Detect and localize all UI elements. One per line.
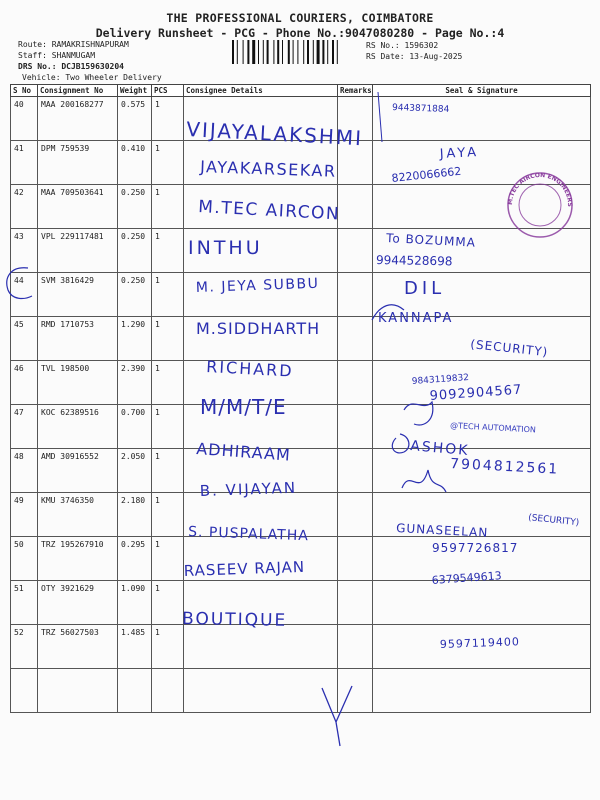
cell-pcs: 1: [152, 405, 184, 449]
cell-cons: TRZ 195267910: [38, 537, 118, 581]
hw-sign-40: 9443871884: [391, 103, 450, 115]
cell-remarks: [338, 317, 373, 361]
hw-sign-41: JAYA: [439, 144, 480, 162]
rs-date: RS Date: 13-Aug-2025: [366, 52, 463, 61]
cell-signature: [373, 185, 591, 229]
cell-consignee: [184, 273, 338, 317]
cell-pcs: 1: [152, 361, 184, 405]
cell-signature: [373, 537, 591, 581]
cell-signature: [373, 361, 591, 405]
cell-cons: RMD 1710753: [38, 317, 118, 361]
hw-consignee-47: M/M/T/E: [200, 395, 287, 419]
cell-pcs: 1: [152, 229, 184, 273]
cell-sno: 49: [11, 493, 38, 537]
hw-security-50: (SECURITY): [527, 513, 580, 529]
table-row: [11, 317, 591, 361]
cell-weight: 1.290: [118, 317, 152, 361]
hw-sign-45: KANNAPA: [378, 311, 454, 326]
cell-sno: 52: [11, 625, 38, 669]
cell-cons: TRZ 56027503: [38, 625, 118, 669]
staff-label: Staff: SHANMUGAM: [18, 51, 96, 60]
hw-sign-46: 9843119832: [411, 373, 470, 387]
cell-signature: [373, 625, 591, 669]
column-header: PCS: [152, 85, 184, 97]
runsheet-subtitle: Delivery Runsheet - PCG - Phone No.:9047080280 - Page No.:4: [95, 26, 505, 40]
cell-signature: [373, 317, 591, 361]
empty-cell: [184, 669, 338, 713]
hw-sign-51: 6379549613: [431, 569, 503, 587]
route-label: Route: RAMAKRISHNAPURAM: [18, 40, 129, 49]
cell-remarks: [338, 537, 373, 581]
cell-pcs: 1: [152, 273, 184, 317]
hw-consignee-44: M. JEYA SUBBU: [195, 275, 320, 296]
column-header: Consignment No: [38, 85, 118, 97]
drs-number: DRS No.: DCJB159630204: [18, 62, 124, 71]
runsheet-table: [10, 84, 591, 713]
cell-consignee: [184, 185, 338, 229]
table-row: [11, 537, 591, 581]
cell-remarks: [338, 361, 373, 405]
cell-pcs: 1: [152, 625, 184, 669]
table-row: [11, 97, 591, 141]
hw-consignee-46: RICHARD: [205, 357, 295, 381]
hw-phone-41: 8220066662: [390, 164, 462, 185]
cell-consignee: [184, 405, 338, 449]
table-row: [11, 185, 591, 229]
cell-remarks: [338, 185, 373, 229]
empty-cell: [38, 669, 118, 713]
cell-cons: TVL 198500: [38, 361, 118, 405]
cell-sno: 50: [11, 537, 38, 581]
cell-weight: 2.050: [118, 449, 152, 493]
cell-remarks: [338, 273, 373, 317]
table-header-row: [11, 85, 591, 97]
hw-phone-48: 7904812561: [449, 456, 560, 478]
hw-consignee-43: INTHU: [188, 237, 263, 259]
barcode: [232, 40, 360, 64]
cell-sno: 43: [11, 229, 38, 273]
empty-cell: [118, 669, 152, 713]
hw-consignee-45: M.SIDDHARTH: [196, 319, 321, 338]
cell-remarks: [338, 141, 373, 185]
cell-signature: [373, 581, 591, 625]
stamp-text: M.TEC AIRCON ENGINEERS: [506, 171, 574, 207]
cell-sno: 48: [11, 449, 38, 493]
cell-sno: 40: [11, 97, 38, 141]
cell-consignee: [184, 317, 338, 361]
cell-consignee: [184, 97, 338, 141]
cell-signature: [373, 141, 591, 185]
cell-consignee: [184, 229, 338, 273]
cell-remarks: [338, 405, 373, 449]
cell-signature: [373, 229, 591, 273]
empty-cell: [373, 669, 591, 713]
cell-weight: 0.295: [118, 537, 152, 581]
cell-cons: MAA 200168277: [38, 97, 118, 141]
cell-signature: [373, 97, 591, 141]
hw-phone-43: 9944528698: [375, 253, 453, 269]
cell-signature: [373, 493, 591, 537]
cell-pcs: 1: [152, 537, 184, 581]
table-row: [11, 493, 591, 537]
cell-pcs: 1: [152, 185, 184, 229]
cell-signature: [373, 273, 591, 317]
cell-pcs: 1: [152, 141, 184, 185]
cell-cons: SVM 3816429: [38, 273, 118, 317]
cell-consignee: [184, 493, 338, 537]
hw-consignee-50: S. PUSPALATHA: [187, 524, 310, 545]
cell-sno: 44: [11, 273, 38, 317]
cell-pcs: 1: [152, 493, 184, 537]
column-header: Weight: [118, 85, 152, 97]
cell-signature: [373, 449, 591, 493]
cell-sno: 41: [11, 141, 38, 185]
cell-consignee: [184, 449, 338, 493]
cell-remarks: [338, 625, 373, 669]
cell-weight: 0.250: [118, 229, 152, 273]
cell-weight: 2.180: [118, 493, 152, 537]
column-header: Seal & Signature: [373, 85, 591, 97]
table-row: [11, 229, 591, 273]
hw-consignee-51: RASEEV RAJAN: [183, 557, 306, 580]
cell-cons: DPM 759539: [38, 141, 118, 185]
cell-pcs: 1: [152, 317, 184, 361]
rs-number: RS No.: 1596302: [366, 41, 439, 50]
cell-remarks: [338, 449, 373, 493]
cell-weight: 1.090: [118, 581, 152, 625]
cell-sno: 46: [11, 361, 38, 405]
empty-cell: [11, 669, 38, 713]
hw-security-45: (SECURITY): [469, 337, 549, 360]
cell-consignee: [184, 361, 338, 405]
cell-weight: 0.575: [118, 97, 152, 141]
column-header: Remarks: [338, 85, 373, 97]
hw-sign-50: GUNASEELAN: [395, 521, 489, 540]
cell-sno: 45: [11, 317, 38, 361]
vehicle-label: Vehicle: Two Wheeler Delivery: [22, 73, 162, 82]
cell-consignee: [184, 581, 338, 625]
hw-consignee-48: ADHIRAAM: [195, 439, 292, 465]
table-row: [11, 273, 591, 317]
hw-sign-48: ASHOK: [409, 438, 471, 460]
cell-weight: 0.250: [118, 185, 152, 229]
table-row: [11, 141, 591, 185]
cell-consignee: [184, 537, 338, 581]
hw-company-47: @TECH AUTOMATION: [449, 421, 537, 435]
hw-phone-50: 9597726817: [432, 541, 519, 555]
cell-cons: KMU 3746350: [38, 493, 118, 537]
hw-consignee-42: M.TEC AIRCON: [197, 197, 341, 225]
table-row: [11, 625, 591, 669]
cell-cons: KOC 62389516: [38, 405, 118, 449]
cell-signature: [373, 405, 591, 449]
cell-consignee: [184, 141, 338, 185]
hw-sign-47: 9092904567: [429, 382, 523, 404]
column-header: Consignee Details: [184, 85, 338, 97]
column-header: S No: [11, 85, 38, 97]
cell-sno: 42: [11, 185, 38, 229]
table-row: [11, 449, 591, 493]
hw-sign-43: To BOZUMMA: [385, 231, 477, 250]
cell-cons: AMD 30916552: [38, 449, 118, 493]
cell-pcs: 1: [152, 97, 184, 141]
table-row: [11, 361, 591, 405]
cell-remarks: [338, 97, 373, 141]
table-row: [11, 581, 591, 625]
cell-remarks: [338, 581, 373, 625]
cell-cons: OTY 3921629: [38, 581, 118, 625]
cell-remarks: [338, 229, 373, 273]
table-row: [11, 405, 591, 449]
cell-pcs: 1: [152, 449, 184, 493]
cell-weight: 0.250: [118, 273, 152, 317]
cell-weight: 0.700: [118, 405, 152, 449]
cell-pcs: 1: [152, 581, 184, 625]
table-row-blank: [11, 669, 591, 713]
cell-sno: 51: [11, 581, 38, 625]
cell-cons: MAA 709503641: [38, 185, 118, 229]
hw-consignee-52: BOUTIQUE: [181, 609, 288, 631]
cell-consignee: [184, 625, 338, 669]
hw-sign-52: 9597119400: [439, 635, 521, 651]
company-title: THE PROFESSIONAL COURIERS, COIMBATORE: [166, 11, 434, 25]
empty-cell: [338, 669, 373, 713]
cell-remarks: [338, 493, 373, 537]
hw-sign-44: DIL: [404, 278, 446, 299]
cell-weight: 1.485: [118, 625, 152, 669]
hw-consignee-41: JAYAKARSEKAR: [199, 157, 337, 181]
hw-consignee-49: B. VIJAYAN: [199, 478, 298, 500]
empty-cell: [152, 669, 184, 713]
cell-weight: 2.390: [118, 361, 152, 405]
cell-cons: VPL 229117481: [38, 229, 118, 273]
hw-consignee-40: VIJAYALAKSHMI: [185, 117, 364, 151]
cell-weight: 0.410: [118, 141, 152, 185]
cell-sno: 47: [11, 405, 38, 449]
